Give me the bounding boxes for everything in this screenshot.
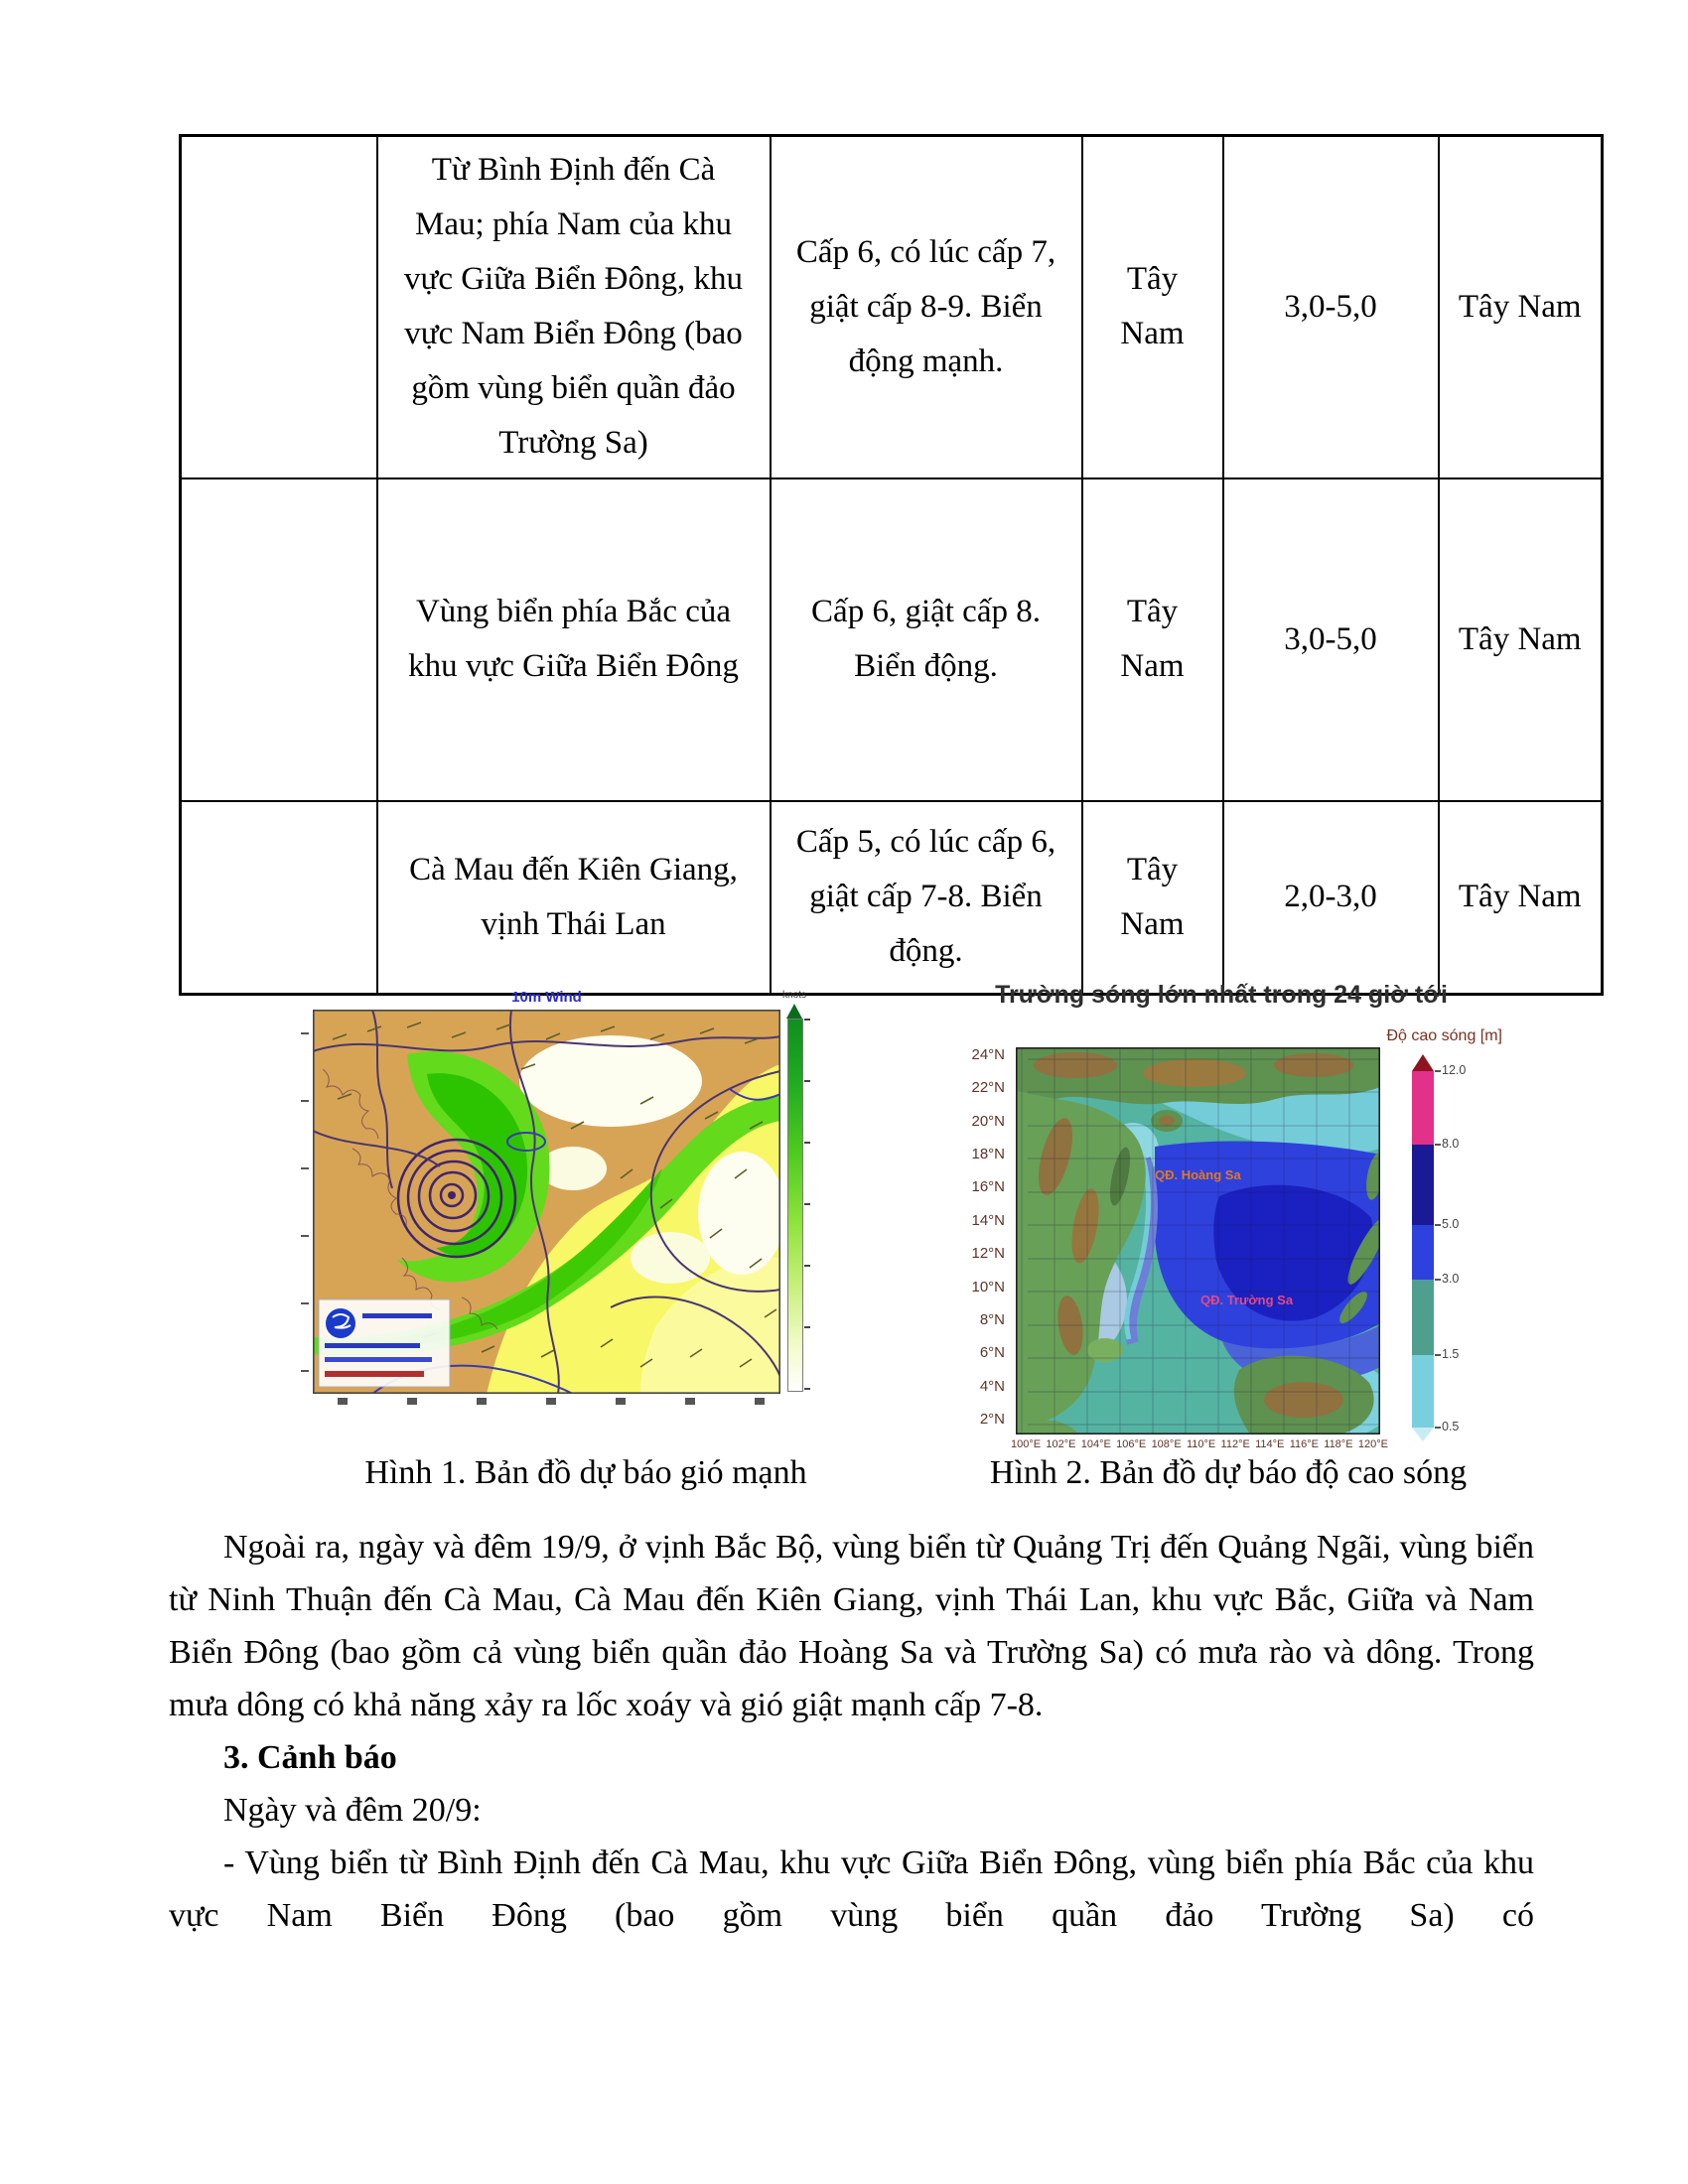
lon-label: 108°E bbox=[1151, 1438, 1182, 1450]
cell-area: Cà Mau đến Kiên Giang, vịnh Thái Lan bbox=[377, 801, 771, 995]
figure2-caption: Hình 2. Bản đồ dự báo độ cao sóng bbox=[989, 1454, 1468, 1491]
cell-empty bbox=[181, 136, 377, 478]
cell-wave-height: 3,0-5,0 bbox=[1223, 136, 1439, 478]
lat-label: 14°N bbox=[971, 1211, 1005, 1229]
wave-colorbar-tip bbox=[1412, 1428, 1434, 1441]
paragraph-outlook: Ngoài ra, ngày và đêm 19/9, ở vịnh Bắc Bộ, vùng biển từ Quảng Trị đến Quảng Ngãi, vùng biển từ Ninh Thuận đến Cà Mau, Cà Mau đến Kiên Giang, vịnh Thái Lan, khu vực Bắc, Giữa và Nam Biển Đông (bao gồm cả vùng biển quần đảo Hoàng Sa và Trường Sa) có mưa rào và dông. Trong mưa dông có khả năng xảy ra lốc xoáy và gió giật mạnh cấp 7-8. bbox=[169, 1529, 1534, 1723]
cell-wind: Cấp 6, có lúc cấp 7, giật cấp 8-9. Biển động mạnh. bbox=[771, 136, 1082, 478]
tick-mark bbox=[1435, 1144, 1441, 1146]
lon-label: 110°E bbox=[1186, 1438, 1216, 1450]
lon-label: 102°E bbox=[1046, 1438, 1076, 1450]
cell-wind-direction: Tây Nam bbox=[1082, 136, 1223, 478]
lat-label: 2°N bbox=[979, 1410, 1005, 1428]
lat-label: 24°N bbox=[971, 1046, 1005, 1063]
wave-colorbar-arrow-icon bbox=[1412, 1054, 1434, 1071]
lat-label: 6°N bbox=[979, 1344, 1005, 1362]
wave-colorbar-tick: 8.0 bbox=[1442, 1137, 1460, 1151]
cell-empty bbox=[181, 801, 377, 995]
lat-label: 20°N bbox=[971, 1112, 1005, 1130]
tick-mark bbox=[1435, 1279, 1441, 1281]
body-text bbox=[169, 1521, 1534, 1942]
table-row bbox=[181, 478, 1603, 801]
wave-map-graphic bbox=[1016, 1047, 1380, 1434]
lat-label: 12°N bbox=[971, 1245, 1005, 1263]
marine-forecast-table bbox=[179, 134, 1604, 996]
wind-map-y-ticks bbox=[301, 1032, 309, 1390]
wind-map-graphic bbox=[313, 1010, 780, 1394]
tick-mark bbox=[1435, 1070, 1441, 1072]
lon-label: 118°E bbox=[1324, 1438, 1353, 1450]
figure1-caption: Hình 1. Bản đồ dự báo gió mạnh bbox=[364, 1454, 807, 1491]
forecast-logo bbox=[319, 1299, 450, 1387]
cell-wave-direction: Tây Nam bbox=[1439, 478, 1603, 801]
wave-colorbar-seg-blue bbox=[1412, 1225, 1434, 1280]
cell-wave-direction: Tây Nam bbox=[1439, 801, 1603, 995]
cell-wave-height: 3,0-5,0 bbox=[1223, 478, 1439, 801]
paragraph-date: Ngày và đêm 20/9: bbox=[223, 1792, 482, 1829]
wave-map-image bbox=[1016, 1047, 1380, 1434]
lon-label: 106°E bbox=[1116, 1438, 1147, 1450]
paragraph-warning: - Vùng biển từ Bình Định đến Cà Mau, khu vực Giữa Biển Đông, vùng biển phía Bắc của khu vực Nam Biển Đông (bao gồm vùng biển quần đảo Trường Sa) có bbox=[169, 1844, 1534, 1934]
hoang-sa-label: QĐ. Hoàng Sa bbox=[1155, 1167, 1241, 1182]
cell-wind-direction: Tây Nam bbox=[1082, 478, 1223, 801]
wave-colorbar-tick: 1.5 bbox=[1442, 1347, 1460, 1361]
truong-sa-label: QĐ. Trường Sa bbox=[1200, 1293, 1294, 1307]
lon-label: 114°E bbox=[1255, 1438, 1285, 1450]
wind-map-title: 10m Wind bbox=[511, 989, 582, 1006]
wave-colorbar-seg-navy bbox=[1412, 1145, 1434, 1225]
lon-label: 112°E bbox=[1220, 1438, 1250, 1450]
lat-label: 22°N bbox=[971, 1079, 1005, 1097]
wave-colorbar-label: Độ cao sóng [m] bbox=[1386, 1027, 1502, 1044]
wind-colorbar-unit: knots bbox=[782, 990, 806, 1001]
wave-colorbar-tick: 3.0 bbox=[1442, 1272, 1460, 1286]
table-row bbox=[181, 136, 1603, 478]
lat-label: 16°N bbox=[971, 1178, 1005, 1196]
lon-label: 120°E bbox=[1357, 1438, 1388, 1450]
wave-map-lon-axis bbox=[1011, 1438, 1388, 1450]
wave-colorbar-tick: 0.5 bbox=[1442, 1420, 1460, 1433]
cell-area: Từ Bình Định đến Cà Mau; phía Nam của khu vực Giữa Biển Đông, khu vực Nam Biển Đông (bao gồm vùng biển quần đảo Trường Sa) bbox=[377, 136, 771, 478]
lon-label: 100°E bbox=[1011, 1438, 1042, 1450]
cell-wave-direction: Tây Nam bbox=[1439, 136, 1603, 478]
wave-colorbar bbox=[1412, 1071, 1434, 1428]
wave-colorbar-seg-cyan bbox=[1412, 1355, 1434, 1428]
tick-mark bbox=[1435, 1224, 1441, 1226]
cell-wind: Cấp 6, giật cấp 8. Biển động. bbox=[771, 478, 1082, 801]
lon-label: 116°E bbox=[1289, 1438, 1319, 1450]
tick-mark bbox=[1435, 1427, 1441, 1429]
lat-label: 18°N bbox=[971, 1146, 1005, 1163]
wave-map-lat-axis bbox=[941, 1046, 1005, 1428]
lat-label: 10°N bbox=[971, 1278, 1005, 1296]
wave-colorbar-seg-pink bbox=[1412, 1071, 1434, 1145]
cell-wave-height: 2,0-3,0 bbox=[1223, 801, 1439, 995]
cell-empty bbox=[181, 478, 377, 801]
wind-colorbar-arrow-icon bbox=[786, 1004, 802, 1019]
wind-map-x-ticks bbox=[338, 1398, 765, 1405]
wind-map-image bbox=[313, 1010, 780, 1394]
wave-colorbar-seg-teal bbox=[1412, 1280, 1434, 1355]
wind-colorbar bbox=[787, 1019, 803, 1392]
cell-wind-direction: Tây Nam bbox=[1082, 801, 1223, 995]
wind-colorbar-ticks bbox=[804, 1019, 810, 1390]
cell-area: Vùng biển phía Bắc của khu vực Giữa Biển Đông bbox=[377, 478, 771, 801]
lat-label: 4°N bbox=[979, 1377, 1005, 1395]
lon-label: 104°E bbox=[1080, 1438, 1111, 1450]
section-heading-warning: 3. Cảnh báo bbox=[223, 1739, 397, 1776]
cell-wind: Cấp 5, có lúc cấp 6, giật cấp 7-8. Biển động. bbox=[771, 801, 1082, 995]
table-row bbox=[181, 801, 1603, 995]
wave-colorbar-tick: 12.0 bbox=[1442, 1063, 1467, 1077]
wave-map-title: Trường sóng lớn nhất trong 24 giờ tới bbox=[995, 981, 1448, 1009]
lat-label: 8°N bbox=[979, 1310, 1005, 1328]
tick-mark bbox=[1435, 1354, 1441, 1356]
wave-colorbar-tick: 5.0 bbox=[1442, 1217, 1460, 1231]
